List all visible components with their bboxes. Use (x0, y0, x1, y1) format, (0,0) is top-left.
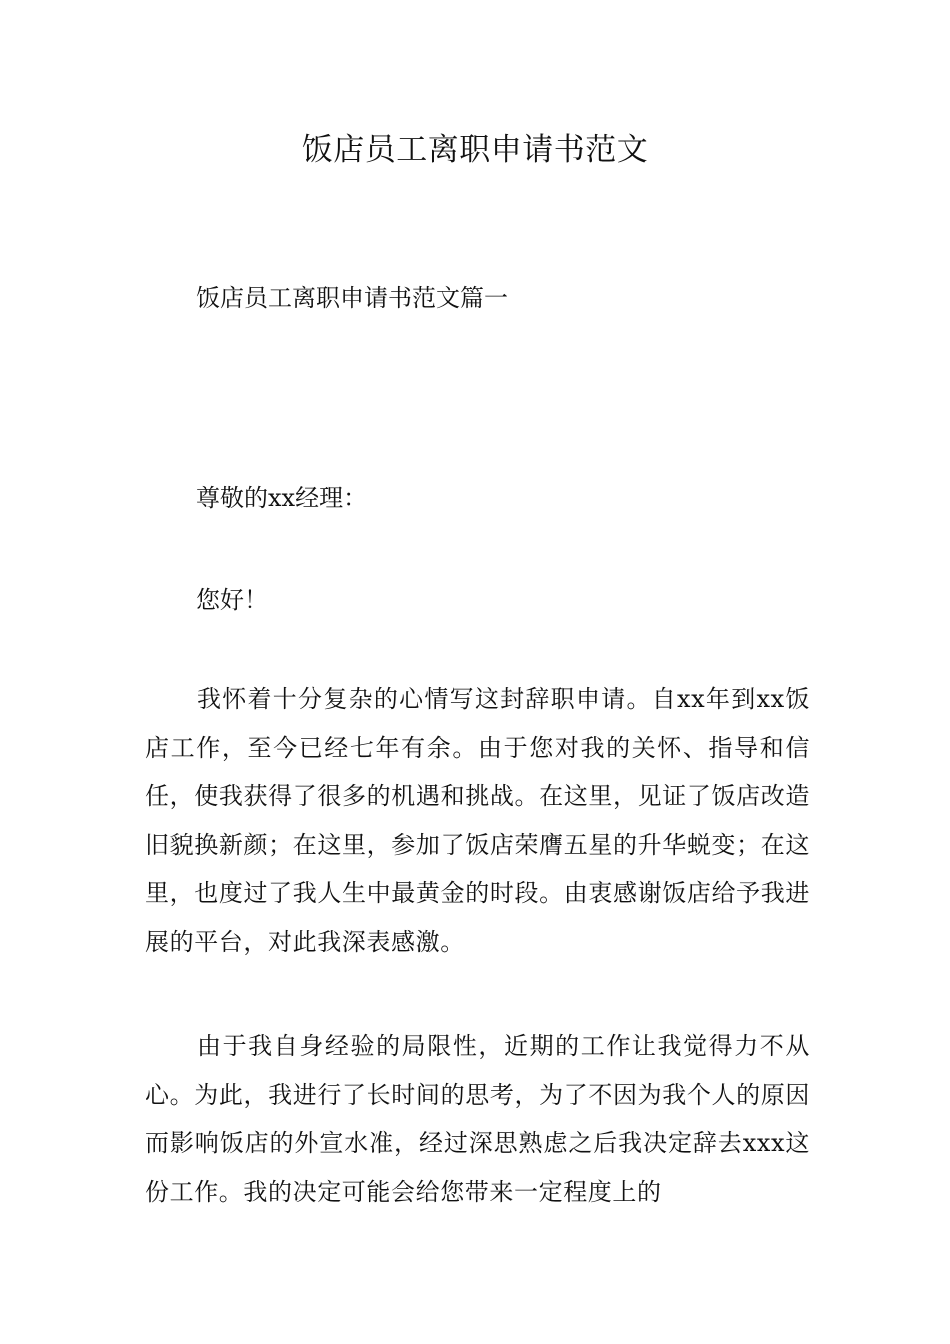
salutation: 尊敬的xx经理： (196, 484, 368, 512)
body-paragraph-1: 我怀着十分复杂的心情写这封辞职申请。自xx年到xx饭店工作，至今已经七年有余。由于您对我的关怀、指导和信任，使我获得了很多的机遇和挑战。在这里，见证了饭店改造旧貌换新颜；在这里，参加了饭店荣膺五星的升华蜕变；在这里，也度过了我人生中最黄金的时段。由衷感谢饭店给予我进展的平台，对此我深表感激。 (145, 685, 810, 956)
greeting: 您好！ (196, 586, 268, 614)
body-paragraph-2: 由于我自身经验的局限性，近期的工作让我觉得力不从心。为此，我进行了长时间的思考，为了不因为我个人的原因而影响饭店的外宣水准，经过深思熟虑之后我决定辞去xxx这份工作。我的决定可能会给您带来一定程度上的 (145, 1032, 810, 1206)
document-title: 饭店员工离职申请书范文 (301, 132, 649, 168)
section-heading: 饭店员工离职申请书范文篇一 (196, 284, 508, 312)
